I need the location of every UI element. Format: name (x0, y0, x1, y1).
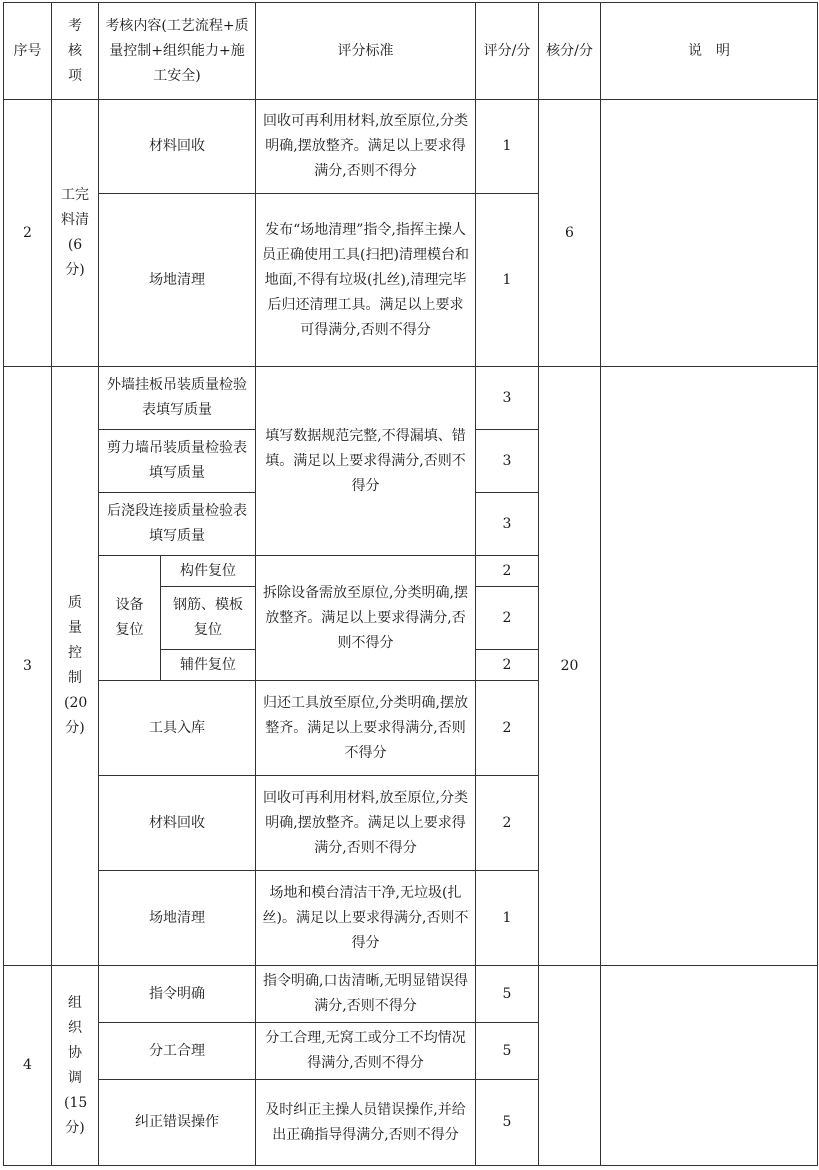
score-cell: 2 (476, 556, 539, 587)
content-cell: 剪力墙吊装质量检验表填写质量 (99, 430, 256, 493)
header-standard: 评分标准 (256, 3, 476, 100)
standard-cell: 归还工具放至原位,分类明确,摆放整齐。满足以上要求得满分,否则不得分 (256, 681, 476, 776)
section-item: 工完料清(6分) (52, 100, 99, 367)
standard-cell: 填写数据规范完整,不得漏填、错填。满足以上要求得满分,否则不得分 (256, 367, 476, 556)
standard-cell: 发布“场地清理”指令,指挥主操人员正确使用工具(扫把)清理模台和地面,不得有垃圾(扎丝),清理完毕后归还清理工具。满足以上要求可得满分,否则不得分 (256, 194, 476, 367)
content-cell: 场地清理 (99, 194, 256, 367)
header-no: 序号 (4, 3, 52, 100)
total-cell (539, 966, 601, 1166)
header-item: 考核项 (52, 3, 99, 100)
note-cell (601, 367, 818, 966)
content-cell: 外墙挂板吊装质量检验表填写质量 (99, 367, 256, 430)
score-cell: 5 (476, 1080, 539, 1166)
header-row (4, 3, 818, 100)
section-number: 4 (4, 966, 52, 1166)
standard-cell: 分工合理,无窝工或分工不均情况得满分,否则不得分 (256, 1023, 476, 1080)
standard-cell: 回收可再利用材料,放至原位,分类明确,摆放整齐。满足以上要求得满分,否则不得分 (256, 776, 476, 871)
score-cell: 5 (476, 1023, 539, 1080)
content-cell: 后浇段连接质量检验表填写质量 (99, 493, 256, 556)
standard-cell: 场地和模台清洁干净,无垃圾(扎丝)。满足以上要求得满分,否则不得分 (256, 871, 476, 966)
header-total: 核分/分 (539, 3, 601, 100)
content-cell: 纠正错误操作 (99, 1080, 256, 1166)
table-row (4, 100, 818, 194)
content-cell: 材料回收 (99, 776, 256, 871)
note-cell (601, 966, 818, 1166)
content-cell: 构件复位 (161, 556, 256, 587)
content-cell: 钢筋、模板复位 (161, 587, 256, 650)
standard-cell: 及时纠正主操人员错误操作,并给出正确指导得满分,否则不得分 (256, 1080, 476, 1166)
content-cell: 指令明确 (99, 966, 256, 1023)
standard-cell: 回收可再利用材料,放至原位,分类明确,摆放整齐。满足以上要求得满分,否则不得分 (256, 100, 476, 194)
section-number: 3 (4, 367, 52, 966)
header-score: 评分/分 (476, 3, 539, 100)
score-cell: 3 (476, 430, 539, 493)
header-content: 考核内容(工艺流程+质量控制+组织能力+施工安全) (99, 3, 256, 100)
score-cell: 2 (476, 587, 539, 650)
score-cell: 2 (476, 776, 539, 871)
header-note: 说 明 (601, 3, 818, 100)
total-cell: 6 (539, 100, 601, 367)
scoring-table (3, 2, 818, 1166)
score-cell: 2 (476, 650, 539, 681)
section-number: 2 (4, 100, 52, 367)
score-cell: 1 (476, 194, 539, 367)
content-cell: 分工合理 (99, 1023, 256, 1080)
score-cell: 1 (476, 871, 539, 966)
section-item: 质量控制(20分) (52, 367, 99, 966)
content-cell: 材料回收 (99, 100, 256, 194)
group-cell: 设备复位 (99, 556, 161, 681)
standard-cell: 指令明确,口齿清晰,无明显错误得满分,否则不得分 (256, 966, 476, 1023)
section-item: 组织协调(15分) (52, 966, 99, 1166)
table-row (4, 966, 818, 1023)
score-cell: 2 (476, 681, 539, 776)
note-cell (601, 100, 818, 367)
score-cell: 1 (476, 100, 539, 194)
table-row (4, 367, 818, 430)
content-cell: 辅件复位 (161, 650, 256, 681)
score-cell: 5 (476, 966, 539, 1023)
score-cell: 3 (476, 367, 539, 430)
total-cell: 20 (539, 367, 601, 966)
score-cell: 3 (476, 493, 539, 556)
content-cell: 场地清理 (99, 871, 256, 966)
standard-cell: 拆除设备需放至原位,分类明确,摆放整齐。满足以上要求得满分,否则不得分 (256, 556, 476, 681)
content-cell: 工具入库 (99, 681, 256, 776)
